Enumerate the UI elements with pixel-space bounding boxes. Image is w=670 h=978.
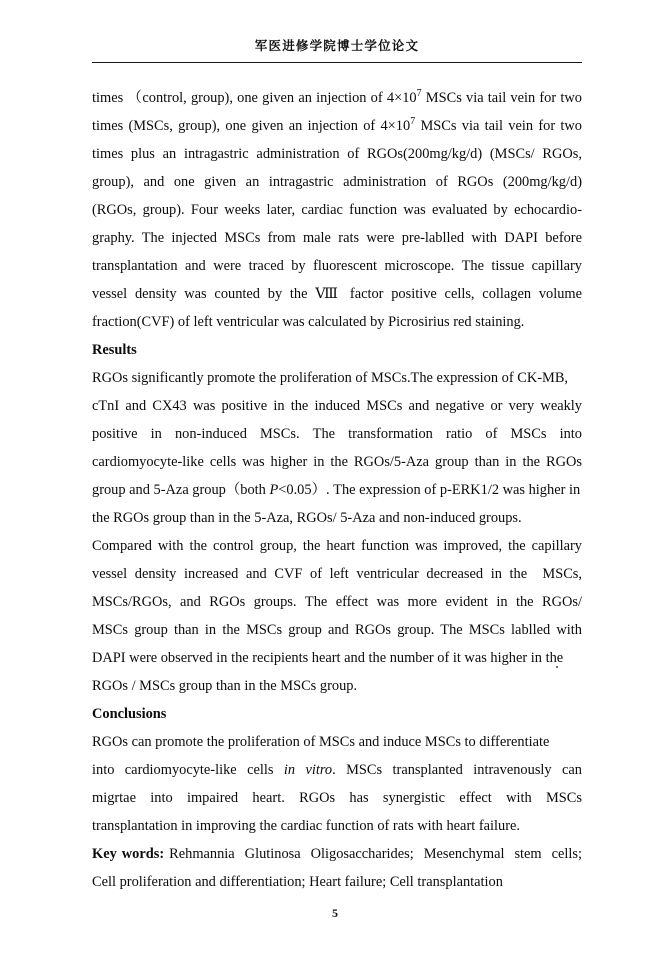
text-line: DAPI were observed in the recipients heart and the number of it was higher in the <box>92 650 564 666</box>
text-line: migrtae into impaired heart. RGOs has synergistic effect with MSCs <box>92 790 582 806</box>
text-line: MSCs/RGOs, and RGOs groups. The effect was more evident in the RGOs/ <box>92 594 582 610</box>
keywords-block <box>92 840 582 896</box>
text-line: transplantation and were traced by fluorescent microscope. The tissue capillary <box>92 258 582 274</box>
methods-continued-paragraph <box>92 84 582 336</box>
italic-in-vitro: in vitro <box>283 762 333 778</box>
text-line: transplantation in improving the cardiac function of rats with heart failure. <box>92 818 520 834</box>
text-line: Key words: Rehmannia Glutinosa Oligosaccharides; Mesenchymal stem cells; <box>92 846 582 862</box>
page-number: 5 <box>332 906 338 920</box>
text-line: positive in non-induced MSCs. The transformation ratio of MSCs into <box>92 426 582 442</box>
section-heading-results: Results <box>92 342 137 358</box>
text-line: MSCs group than in the MSCs group and RGOs group. The MSCs lablled with <box>92 622 582 638</box>
scan-artifact-speck <box>556 666 558 668</box>
italic-p: P <box>269 482 279 498</box>
fullwidth-paren: ） <box>311 482 326 498</box>
text-line: times （control, group), one given an injection of $4\times 10^7$ MSCs via tail vein for two <box>92 88 582 106</box>
page-body <box>92 84 582 896</box>
text-line: RGOs can promote the proliferation of MSCs and induce MSCs to differentiate <box>92 734 550 750</box>
results-paragraph-1 <box>92 364 582 532</box>
fullwidth-paren: （ <box>225 482 241 498</box>
roman-numeral-eight: Ⅷ <box>315 286 343 302</box>
conclusions-paragraph-1 <box>92 728 582 840</box>
text-line: times plus an intragastric administration of RGOs(200mg/kg/d) (MSCs/ RGOs, <box>92 146 582 162</box>
text-line: graphy. The injected MSCs from male rats were pre-lablled with DAPI before <box>92 230 582 246</box>
text-line: into cardiomyocyte-like cells in vitro. MSCs transplanted intravenously can <box>92 762 582 778</box>
keywords-label: Key words: <box>92 846 165 862</box>
fullwidth-paren: （ <box>127 90 143 106</box>
text-line: fraction(CVF) of left ventricular was calculated by Picrosirius red staining. <box>92 314 525 330</box>
text-line: cTnI and CX43 was positive in the induced MSCs and negative or very weakly <box>92 398 582 414</box>
text-line: (RGOs, group). Four weeks later, cardiac function was evaluated by echocardio- <box>92 202 582 218</box>
text-line: vessel density increased and CVF of left ventricular decreased in the MSCs, <box>92 566 582 582</box>
text-line: group and 5-Aza group（both P<0.05）. The expression of p-ERK1/2 was higher in <box>92 482 581 498</box>
text-line: group), and one given an intragastric administration of RGOs (200mg/kg/d) <box>92 174 582 190</box>
running-header: 军医进修学院博士学位论文 <box>254 38 420 53</box>
text-line: Compared with the control group, the heart function was improved, the capillary <box>92 538 582 554</box>
section-heading-conclusions: Conclusions <box>92 706 167 722</box>
text-line: Cell proliferation and differentiation; Heart failure; Cell transplantation <box>92 874 503 890</box>
results-paragraph-2 <box>92 532 582 700</box>
text-line: vessel density was counted by the Ⅷ factor positive cells, collagen volume <box>92 286 582 302</box>
exponent-7: 7 <box>410 116 416 128</box>
text-line: cardiomyocyte-like cells was higher in the RGOs/5-Aza group than in the RGOs <box>92 454 582 470</box>
text-line: RGOs significantly promote the proliferation of MSCs.The expression of CK-MB, <box>92 370 569 386</box>
text-line: times (MSCs, group), one given an injection of $4\times 10^7$ MSCs via tail vein for two <box>92 116 582 134</box>
exponent-7: 7 <box>416 88 422 100</box>
text-line: the RGOs group than in the 5-Aza, RGOs/ 5-Aza and non-induced groups. <box>92 510 522 526</box>
header-divider-rule <box>92 62 582 63</box>
text-line: RGOs / MSCs group than in the MSCs group. <box>92 678 358 694</box>
